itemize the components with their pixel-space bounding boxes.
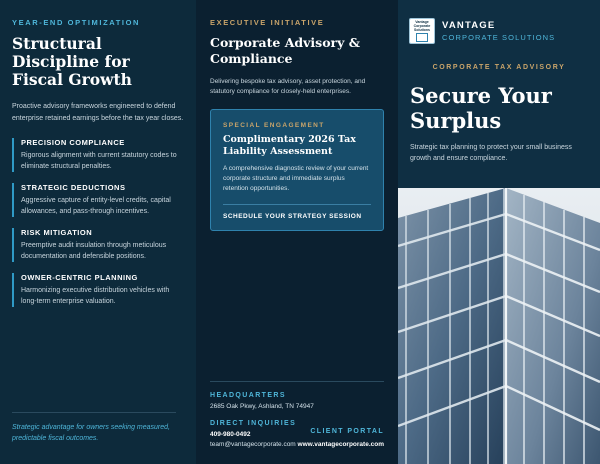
hq-label: HEADQUARTERS [210,392,286,399]
panel-middle [196,0,398,464]
cover-headline: Secure Your Surplus [410,83,552,133]
eyebrow-tax-advisory: CORPORATE TAX ADVISORY [432,64,566,71]
feature-risk-mitigation [12,228,184,262]
logo-mark-text: Solutions [414,28,430,32]
feature-title: STRATEGIC DEDUCTIONS [21,183,126,192]
panel1-intro: Proactive advisory frameworks engineered to defend enterprise retained earnings before the tax year closes. [12,103,184,122]
inquiries-label: DIRECT INQUIRIES [210,420,297,427]
client-portal [298,428,384,448]
panel2-title: Corporate Advisory & Compliance [210,35,361,66]
card-tag: SPECIAL ENGAGEMENT [223,122,325,129]
contact-block [210,381,384,448]
portal-label: CLIENT PORTAL [310,428,384,435]
special-engagement-card [210,109,384,231]
feature-title: OWNER-CENTRIC PLANNING [21,273,138,282]
cover-subtext: Strategic tax planning to protect your small business growth and ensure compliance. [410,144,572,162]
feature-title: RISK MITIGATION [21,228,93,237]
feature-precision-compliance [12,138,184,172]
schedule-session-link[interactable]: SCHEDULE YOUR STRATEGY SESSION [223,204,371,220]
website-link[interactable]: www.vantagecorporate.com [297,441,384,448]
card-desc: A comprehensive diagnostic review of your current corporate structure and immediate surplus retention opportunities. [223,165,369,192]
feature-title: PRECISION COMPLIANCE [21,138,125,147]
feature-desc: Preemptive audit insulation through meticulous documentation and defensible positions. [21,242,167,260]
phone-number[interactable]: 409-980-0492 [210,431,251,438]
feature-owner-centric-planning [12,273,184,307]
brand-name [442,20,555,42]
inquiries-row [210,420,384,448]
feature-desc: Rigorous alignment with current statutory codes to eliminate structural penalties. [21,152,177,170]
brand-logo [409,18,600,44]
brand-subtitle: CORPORATE SOLUTIONS [442,33,556,42]
feature-desc: Harmonizing executive distribution vehicles with long-term enterprise valuation. [21,287,170,305]
headquarters [210,392,384,410]
panel1-title: Structural Discipline for Fiscal Growth [12,34,132,89]
logo-mark-text: Vantage [415,20,429,24]
card-title: Complimentary 2026 Tax Liability Assessment [223,134,356,157]
brand-title: VANTAGE [442,20,496,31]
logo-mark-icon [409,18,435,44]
feature-strategic-deductions [12,183,184,217]
eyebrow-year-end: YEAR-END OPTIMIZATION [12,18,141,27]
panel1-footer-tagline: Strategic advantage for owners seeking measured, predictable fiscal outcomes. [12,412,176,444]
direct-inquiries [210,420,296,448]
hq-address: 2685 Oak Pkwy, Ashland, TN 74947 [210,403,314,410]
logo-mark-text: Corporate [413,24,431,28]
feature-desc: Aggressive capture of entity-level credits, capital allowances, and pass-through incentives. [21,197,171,215]
building-photo [398,188,600,464]
eyebrow-executive: EXECUTIVE INITIATIVE [210,18,325,27]
logo-square-icon [416,33,428,42]
panel-left [0,0,196,464]
panel2-desc: Delivering bespoke tax advisory, asset protection, and statutory compliance for closely-held enterprises. [210,78,366,95]
feature-list [12,138,184,307]
email-address[interactable]: team@vantagecorporate.com [210,441,296,448]
panel-cover [398,0,600,464]
